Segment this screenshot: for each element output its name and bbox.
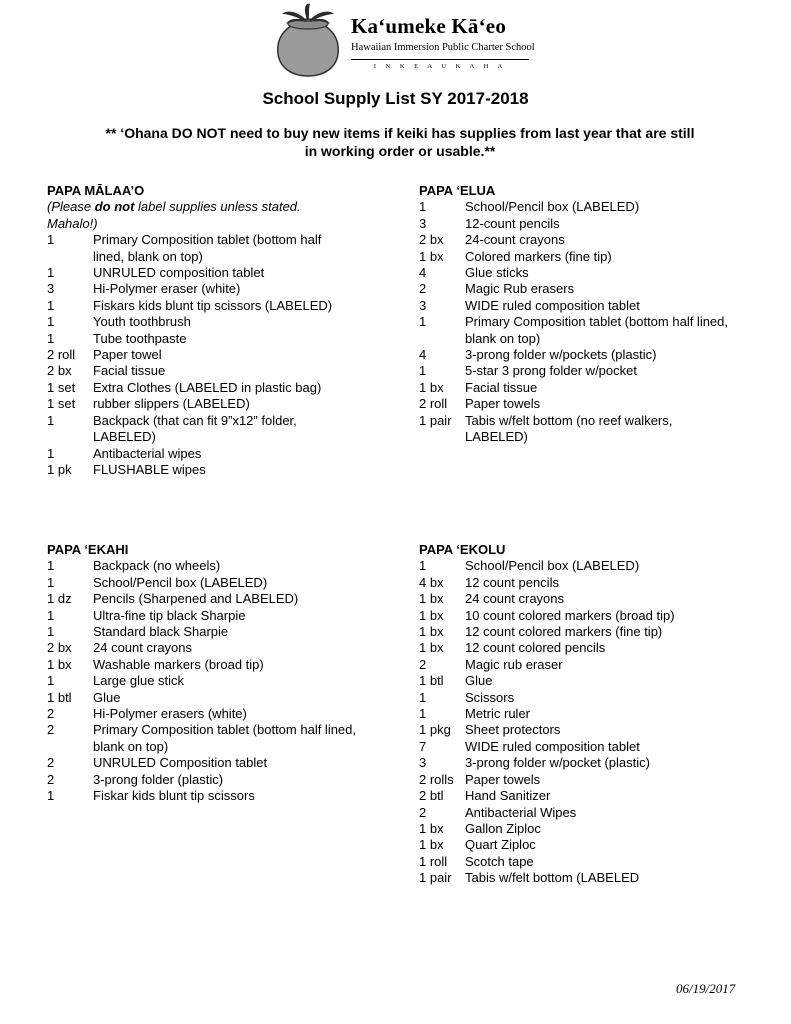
item-quantity: 4 bx [419,574,444,590]
item-description: Backpack (that can fit 9”x12” folder, LABELED) [93,412,297,445]
page-title: School Supply List SY 2017-2018 [262,89,529,108]
item-description: 24 count crayons [465,591,565,607]
item-quantity: 2 [47,771,55,787]
item-description: 24-count crayons [465,232,565,248]
item-description: UNRULED composition tablet [93,265,265,281]
item-quantity: 1 bx [419,640,444,656]
item-description: Facial tissue [93,363,166,379]
supply-list [47,232,352,478]
logo-divider [351,59,529,60]
item-description: UNRULED Composition tablet [93,755,268,771]
item-description: Magic rub eraser [465,656,563,672]
item-description: Tube toothpaste [93,330,187,346]
item-description: Washable markers (broad tip) [93,656,264,672]
supply-item [419,755,729,771]
supply-item [419,788,729,804]
item-description: Antibacterial wipes [93,445,202,461]
item-quantity: 1 [47,265,55,281]
section-note: (Please do not label supplies unless stated. Mahalo!) [47,199,301,231]
item-description: Tabis w/felt bottom (no reef walkers, LABELED) [465,412,673,445]
item-description: Glue [465,673,493,689]
item-quantity: 1 [47,673,55,689]
supply-item [419,232,729,248]
item-quantity: 2 roll [419,396,448,412]
item-description: Scissors [465,689,515,705]
supply-item [419,772,729,788]
item-description: 10 count colored markers (broad tip) [465,607,675,623]
item-quantity: 1 dz [47,591,72,607]
item-description: Hand Sanitizer [465,788,551,804]
item-quantity: 1 [419,706,427,722]
item-quantity: 3 [419,297,427,313]
item-description: School/Pencil box (LABELED) [93,574,268,590]
supply-item [47,690,357,706]
item-description: FLUSHABLE wipes [93,461,206,477]
supply-item [419,347,729,363]
section-papa-malaao [47,183,352,478]
supply-item [47,347,352,363]
supply-item [419,591,729,607]
supply-item [47,722,357,755]
item-quantity: 3 [419,215,427,231]
supply-item [47,788,357,804]
supply-item [419,199,729,215]
item-description: Paper towels [465,396,541,412]
supply-item [47,380,352,396]
supply-item [47,624,357,640]
item-description: 12 count colored pencils [465,640,606,656]
item-description: Large glue stick [93,673,185,689]
item-quantity: 1 [47,574,55,590]
section-heading: PAPA ‘EKOLU [419,542,506,557]
item-quantity: 1 [47,232,55,248]
supply-item [419,821,729,837]
item-quantity: 2 rolls [419,771,454,787]
gourd-with-leaves-icon [268,2,348,78]
item-quantity: 2 bx [47,363,72,379]
item-quantity: 1 [47,412,55,428]
section-heading: PAPA ‘EKAHI [47,542,129,557]
item-description: Extra Clothes (LABELED in plastic bag) [93,379,322,395]
document-date: 06/19/2017 [676,981,736,996]
school-name: Kaʻumeke Kāʻeo [351,14,507,38]
item-description: 5-star 3 prong folder w/pocket [465,363,637,379]
supply-item [47,446,352,462]
supply-item [47,281,352,297]
supply-item [419,870,729,886]
supply-item [47,331,352,347]
item-description: 12 count pencils [465,574,559,590]
item-quantity: 1 pair [419,412,452,428]
item-quantity: 1 [47,330,55,346]
section-papa-ekolu [419,542,729,887]
supply-item [47,673,357,689]
section-heading: PAPA MĀLAA’O [47,183,145,198]
item-quantity: 4 [419,265,427,281]
supply-item [47,558,357,574]
supply-item [419,722,729,738]
supply-item [419,413,729,446]
supply-item [47,575,357,591]
supply-item [47,413,352,446]
section-papa-elua [419,183,729,446]
supply-item [47,608,357,624]
item-quantity: 1 pkg [419,722,451,738]
supply-item [419,690,729,706]
supply-item [419,706,729,722]
item-description: 12 count colored markers (fine tip) [465,624,663,640]
item-description: Scotch tape [465,853,534,869]
item-description: Backpack (no wheels) [93,558,221,574]
supply-item [419,396,729,412]
item-quantity: 1 bx [419,820,444,836]
item-quantity: 1 [47,558,55,574]
supply-item [47,772,357,788]
supply-item [419,380,729,396]
supply-item [47,298,352,314]
item-description: Fiskars kids blunt tip scissors (LABELED) [93,297,333,313]
school-location: I N K E A U K A H A [373,63,507,70]
item-quantity: 7 [419,738,427,754]
supply-item [47,396,352,412]
item-quantity: 2 [419,281,427,297]
item-description: Metric ruler [465,706,531,722]
item-description: 12-count pencils [465,215,560,231]
item-quantity: 1 [419,314,427,330]
supply-item [419,363,729,379]
item-quantity: 1 bx [419,607,444,623]
item-quantity: 1 [419,558,427,574]
item-description: Gallon Ziploc [465,820,541,836]
item-description: 3-prong folder w/pockets (plastic) [465,347,657,363]
item-quantity: 1 bx [419,624,444,640]
item-description: rubber slippers (LABELED) [93,396,250,412]
supply-item [419,216,729,232]
item-quantity: 3 [419,755,427,771]
item-quantity: 1 set [47,396,76,412]
supply-item [419,249,729,265]
supply-item [419,281,729,297]
supply-item [419,854,729,870]
item-description: Glue sticks [465,265,529,281]
item-description: Youth toothbrush [93,314,191,330]
section-papa-ekahi [47,542,357,805]
supply-item [419,673,729,689]
item-quantity: 2 [47,722,55,738]
supply-item [47,232,352,265]
item-quantity: 2 bx [419,232,444,248]
supply-item [47,657,357,673]
item-quantity: 2 btl [419,788,444,804]
item-description: 3-prong folder (plastic) [93,771,224,787]
supply-item [419,805,729,821]
supply-item [47,314,352,330]
supply-item [419,608,729,624]
item-description: Standard black Sharpie [93,624,229,640]
item-description: Hi-Polymer eraser (white) [93,281,241,297]
supply-item [419,624,729,640]
supply-item [419,265,729,281]
item-quantity: 2 [47,706,55,722]
supply-item [419,837,729,853]
item-quantity: 2 roll [47,347,76,363]
item-description: Tabis w/felt bottom (LABELED [465,870,640,886]
section-heading: PAPA ‘ELUA [419,183,496,198]
item-description: 24 count crayons [93,640,193,656]
supply-item [47,363,352,379]
item-description: School/Pencil box (LABELED) [465,558,640,574]
item-quantity: 1 [47,297,55,313]
school-logo [268,2,538,78]
supply-item [47,591,357,607]
item-description: Colored markers (fine tip) [465,248,612,264]
item-quantity: 1 roll [419,853,448,869]
item-description: Sheet protectors [465,722,561,738]
item-quantity: 2 bx [47,640,72,656]
item-quantity: 1 [47,624,55,640]
item-quantity: 2 [419,656,427,672]
supply-item [47,755,357,771]
item-description: Pencils (Sharpened and LABELED) [93,591,299,607]
item-description: School/Pencil box (LABELED) [465,199,640,215]
item-quantity: 1 bx [419,591,444,607]
supply-list [47,558,357,804]
item-description: Glue [93,689,121,705]
item-quantity: 1 set [47,379,76,395]
item-quantity: 2 [47,755,55,771]
supply-item [47,706,357,722]
item-description: Hi-Polymer erasers (white) [93,706,247,722]
item-description: Fiskar kids blunt tip scissors [93,788,255,804]
item-description: Facial tissue [465,379,538,395]
item-description: Paper towel [93,347,162,363]
item-quantity: 1 btl [47,689,72,705]
item-quantity: 1 bx [419,379,444,395]
item-description: Antibacterial Wipes [465,804,577,820]
item-quantity: 2 [419,804,427,820]
item-quantity: 1 [419,689,427,705]
item-quantity: 1 [47,314,55,330]
item-description: 3-prong folder w/pocket (plastic) [465,755,650,771]
ohana-notice: ** ‘Ohana DO NOT need to buy new items if keiki has supplies from last year that are still in working order or usable.** [105,125,695,159]
item-quantity: 1 pair [419,870,452,886]
supply-item [419,739,729,755]
supply-item [419,657,729,673]
item-quantity: 1 [419,363,427,379]
supply-item [419,298,729,314]
item-quantity: 1 [47,445,55,461]
supply-item [47,265,352,281]
item-quantity: 1 [47,607,55,623]
item-description: Magic Rub erasers [465,281,575,297]
school-subtitle: Hawaiian Immersion Public Charter School [351,42,535,53]
supply-list [419,199,729,445]
supply-item [419,558,729,574]
item-quantity: 1 btl [419,673,444,689]
supply-item [47,640,357,656]
item-description: Quart Ziploc [465,837,536,853]
item-quantity: 1 pk [47,461,72,477]
item-description: Paper towels [465,771,541,787]
item-description: Primary Composition tablet (bottom half lined, blank on top) [465,314,729,346]
item-description: Ultra-fine tip black Sharpie [93,607,246,623]
item-quantity: 1 bx [419,837,444,853]
item-quantity: 4 [419,347,427,363]
item-quantity: 1 bx [47,656,72,672]
supply-item [419,640,729,656]
supply-item [47,462,352,478]
supply-item [419,314,729,347]
item-description: WIDE ruled composition tablet [465,297,640,313]
supply-list [419,558,729,886]
supply-item [419,575,729,591]
item-quantity: 1 [419,199,427,215]
item-description: Primary Composition tablet (bottom half lined, blank on top) [93,232,322,264]
item-description: WIDE ruled composition tablet [465,738,640,754]
item-quantity: 3 [47,281,55,297]
item-description: Primary Composition tablet (bottom half lined, blank on top) [93,722,357,754]
item-quantity: 1 bx [419,248,444,264]
item-quantity: 1 [47,788,55,804]
